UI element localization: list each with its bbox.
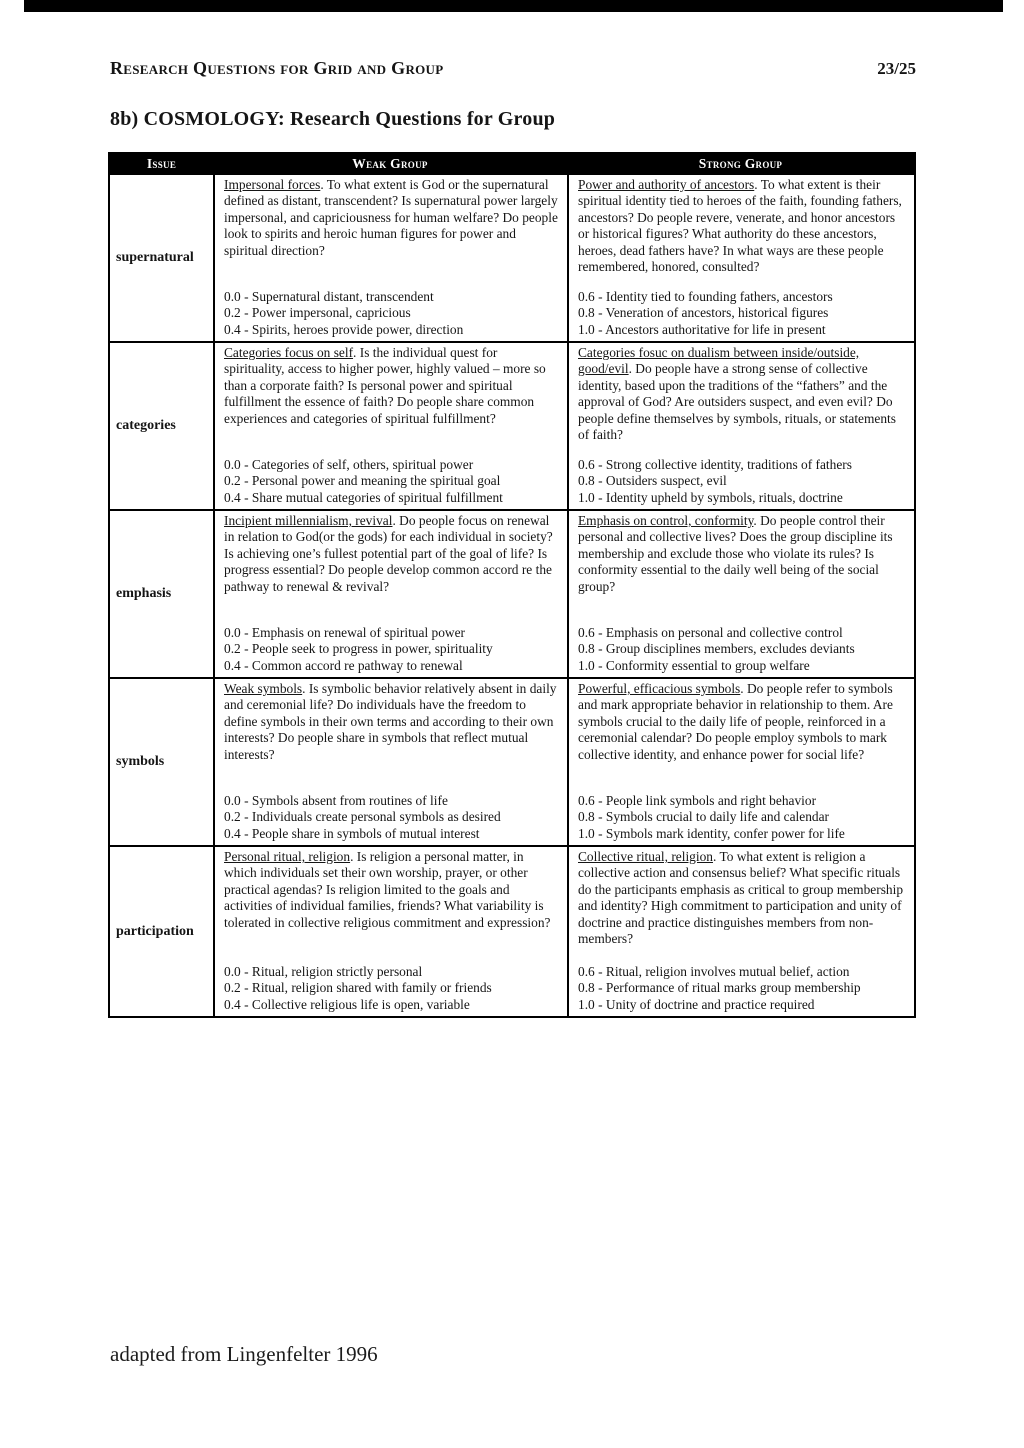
column-header-issue: Issue [146, 156, 177, 171]
page-number: 23/25 [877, 59, 916, 78]
weak-group-cell [213, 847, 567, 1016]
scale-item: 0.8 - Outsiders suspect, evil [578, 473, 727, 489]
issue-label: categories [116, 418, 176, 433]
weak-group-cell [213, 175, 567, 341]
scale-item: 0.2 - People seek to progress in power, spirituality [224, 641, 493, 657]
footer-note: adapted from Lingenfelter 1996 [110, 1342, 378, 1366]
scale-item: 0.0 - Supernatural distant, transcendent [224, 288, 434, 304]
scale-item: 1.0 - Conformity essential to group welfare [578, 657, 810, 673]
scale-list [224, 964, 559, 1013]
lead-separator: . [350, 849, 357, 864]
lead-separator: . [628, 361, 636, 377]
scale-item: 0.8 - Veneration of ancestors, historical figures [578, 305, 829, 321]
cell-body-text: Do people control their personal and collective lives? Does the group discipline its membership and exclude those who violate its rules? Is conformity essential to the daily well being of the social group? [578, 513, 893, 594]
table-row-categories [110, 341, 914, 509]
column-header-strong-group: Strong Group [698, 156, 783, 171]
strong-group-cell [567, 847, 914, 1016]
cell-lead-phrase: Powerful, efficacious symbols [578, 681, 741, 696]
lead-separator: . [753, 513, 761, 528]
cell-body-text: To what extent is religion a collective action and consensus belief? What specific rituals do the participants emphasis as critical to group membership and identity? High commitment to participation and unity of doctrine and practice distinguishes members from non-members? [578, 849, 904, 947]
scale-item: 0.0 - Ritual, religion strictly personal [224, 963, 423, 979]
scale-item: 0.2 - Power impersonal, capricious [224, 305, 411, 321]
cell-body-text: To what extent is their spiritual identity tied to heroes of the faith, founding fathers, ancestors? Do people revere, venerate, and honor ancestors or historical figures? What authority do these ancestors, heroes, dead fathers have? In what ways are these people remembered, honored, consulted? [578, 177, 902, 275]
lead-separator: . [740, 681, 747, 696]
cell-paragraph [578, 681, 906, 763]
scale-item: 0.6 - Identity tied to founding fathers, ancestors [578, 288, 833, 304]
cell-paragraph [224, 681, 559, 763]
strong-group-cell [567, 679, 914, 845]
scale-list [224, 457, 559, 506]
weak-group-cell [213, 679, 567, 845]
cell-paragraph [224, 849, 559, 931]
scale-item: 0.4 - Spirits, heroes provide power, direction [224, 321, 464, 337]
cell-lead-phrase: Incipient millennialism, revival [224, 513, 393, 528]
lead-separator: . [713, 849, 720, 864]
scale-list [224, 289, 559, 338]
cell-body-text: Is symbolic behavior relatively absent in daily and ceremonial life? Do individuals have the freedom to define symbols in their own terms and according to their own interests? Do people share in symbols that reflect mutual interests? [224, 681, 557, 762]
cell-body-text: Do people refer to symbols and mark appropriate behavior in relationship to them. Are symbols crucial to the daily life of people, reinforced in a ceremonial calendar? Do people employ symbols to mark collective identity, and enhance power for social life? [578, 681, 893, 762]
cell-body-text: Do people have a strong sense of collective identity, based upon the traditions of the “fathers” and the approval of God? Are outsiders suspect, and even evil? Do people define themselves by symbols, rituals, or statements of faith? [578, 361, 896, 443]
cell-lead-phrase: Impersonal forces [224, 177, 321, 192]
scale-list [224, 793, 559, 842]
cell-lead-phrase: Collective ritual, religion [578, 849, 713, 864]
weak-group-cell [213, 511, 567, 677]
table-row-supernatural [110, 173, 914, 341]
scale-list [224, 625, 559, 674]
scale-item: 0.0 - Symbols absent from routines of life [224, 792, 448, 808]
cell-paragraph [224, 345, 559, 427]
cell-lead-phrase: Weak symbols [224, 681, 303, 696]
scale-item: 1.0 - Ancestors authoritative for life in present [578, 321, 826, 337]
scale-item: 0.4 - Collective religious life is open, variable [224, 996, 470, 1012]
document-header [110, 58, 916, 79]
cell-body-text: To what extent is God or the supernatural defined as distant, transcendent? Is supernatural power largely impersonal, and capriciousness for human welfare? Do people look to spirits and heroic human figures for power and spiritual direction? [224, 177, 558, 258]
strong-group-cell [567, 175, 914, 341]
document-header-title: Research Questions for Grid and Group [110, 58, 444, 78]
cell-paragraph [578, 177, 906, 275]
scale-item: 0.4 - Share mutual categories of spiritual fulfillment [224, 489, 503, 505]
cell-paragraph [224, 513, 559, 595]
cell-paragraph [224, 177, 559, 259]
cell-lead-phrase: Emphasis on control, conformity [578, 513, 754, 528]
cell-body-text: Do people focus on renewal in relation to God(or the gods) for each individual in society? Is achieving one’s fullest potential part of the goal of life? Is progress essential? Do people develop common accord re the pathway to renewal & revival? [224, 513, 553, 594]
cell-lead-phrase: Personal ritual, religion [224, 849, 351, 864]
cell-lead-phrase: Categories focus on self [224, 345, 354, 360]
scale-item: 0.8 - Symbols crucial to daily life and calendar [578, 809, 829, 825]
scale-item: 0.4 - People share in symbols of mutual interest [224, 825, 480, 841]
scale-item: 0.6 - Emphasis on personal and collective control [578, 624, 843, 640]
scale-list [578, 625, 906, 674]
top-black-bar [24, 0, 1003, 12]
lead-separator: . [392, 513, 400, 528]
scale-item: 1.0 - Identity upheld by symbols, rituals, doctrine [578, 489, 843, 505]
scale-item: 0.8 - Performance of ritual marks group membership [578, 980, 861, 996]
cell-paragraph [578, 513, 906, 595]
cell-lead-phrase: Categories fosuc on dualism between inside/outside, good/evil [578, 345, 860, 377]
table-header-row [110, 154, 914, 173]
scale-item: 1.0 - Unity of doctrine and practice required [578, 996, 815, 1012]
scale-list [578, 289, 906, 338]
scale-item: 0.6 - Strong collective identity, traditions of fathers [578, 456, 852, 472]
lead-separator: . [320, 177, 327, 192]
issue-label: symbols [116, 754, 165, 769]
scale-item: 0.0 - Categories of self, others, spiritual power [224, 456, 474, 472]
issue-label: emphasis [116, 586, 172, 601]
cell-paragraph [578, 849, 906, 947]
table-row-emphasis [110, 509, 914, 677]
strong-group-cell [567, 511, 914, 677]
scale-item: 0.0 - Emphasis on renewal of spiritual power [224, 624, 465, 640]
table-row-symbols [110, 677, 914, 845]
scale-item: 0.6 - People link symbols and right behavior [578, 792, 817, 808]
research-questions-table [108, 152, 916, 1018]
table-row-participation [110, 845, 914, 1016]
cell-lead-phrase: Power and authority of ancestors [578, 177, 755, 192]
issue-label: supernatural [116, 250, 194, 265]
strong-group-cell [567, 343, 914, 509]
lead-separator: . [754, 177, 761, 192]
scale-item: 0.6 - Ritual, religion involves mutual belief, action [578, 963, 850, 979]
scale-item: 1.0 - Symbols mark identity, confer power for life [578, 825, 845, 841]
cell-body-text: Is religion a personal matter, in which individuals set their own worship, prayer, or other practical agendas? Is religion limited to the goals and activities of individual families, friends? What variability is tolerated in collective religious commitment and expression? [224, 849, 551, 930]
scale-list [578, 793, 906, 842]
lead-separator: . [353, 345, 360, 360]
scale-item: 0.2 - Personal power and meaning the spiritual goal [224, 473, 501, 489]
lead-separator: . [302, 681, 309, 696]
scale-item: 0.2 - Ritual, religion shared with family or friends [224, 980, 492, 996]
scale-list [578, 457, 906, 506]
scale-item: 0.8 - Group disciplines members, excludes deviants [578, 641, 855, 657]
issue-label: participation [116, 923, 194, 939]
scale-item: 0.2 - Individuals create personal symbols as desired [224, 809, 501, 825]
section-title: 8b) COSMOLOGY: Research Questions for Group [110, 108, 556, 130]
column-header-weak-group: Weak Group [352, 156, 428, 171]
cell-paragraph [578, 345, 906, 443]
scale-item: 0.4 - Common accord re pathway to renewal [224, 657, 463, 673]
cell-body-text: Is the individual quest for spirituality, access to higher power, highly valued – more so than a corporate faith? Is personal power and spiritual fulfillment the essence of faith? Do people share common experiences and categories of spiritual fulfillment? [224, 345, 546, 426]
scale-list [578, 964, 906, 1013]
weak-group-cell [213, 343, 567, 509]
